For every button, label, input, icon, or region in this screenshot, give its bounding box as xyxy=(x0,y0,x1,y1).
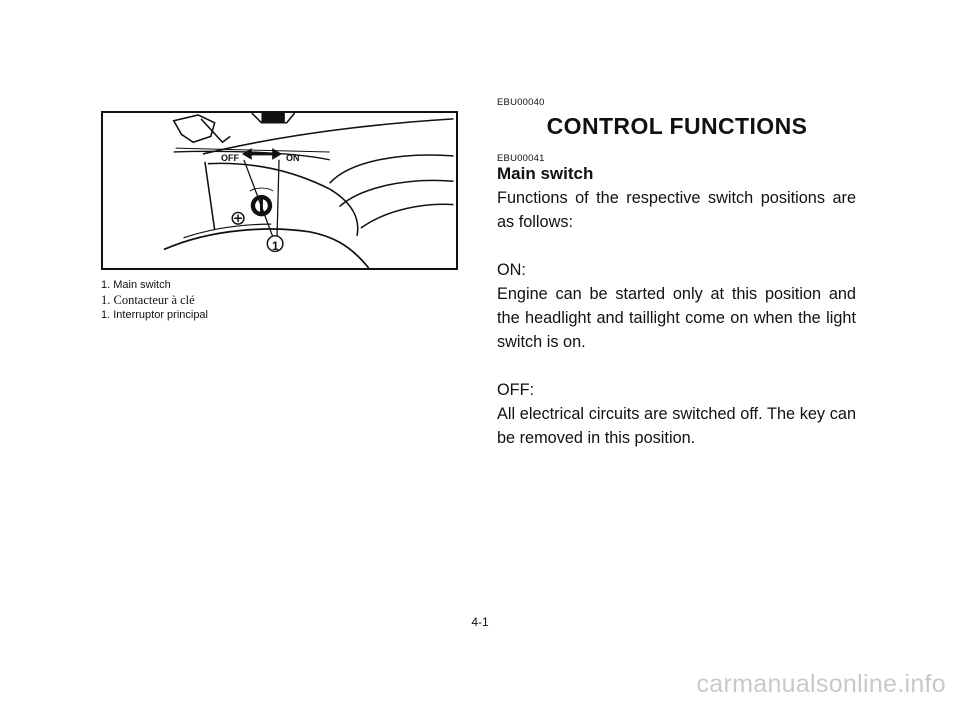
subsection-code: EBU00041 xyxy=(497,153,545,164)
caption-french: 1. Contacteur à clé xyxy=(101,293,195,307)
on-description: Engine can be started only at this position and the headlight and taillight come on when the light switch is on. xyxy=(497,285,856,351)
body-text xyxy=(497,186,856,450)
page-number: 4-1 xyxy=(471,615,489,629)
callout-number: 1 xyxy=(272,239,279,253)
on-label: ON xyxy=(286,153,300,163)
off-label: OFF xyxy=(221,153,239,163)
watermark: carmanualsonline.info xyxy=(696,670,946,698)
paragraph-gap xyxy=(497,234,856,258)
section-title: CONTROL FUNCTIONS xyxy=(546,113,808,139)
off-description: All electrical circuits are switched off. The key can be removed in this position. xyxy=(497,405,856,447)
figure-caption xyxy=(101,278,461,323)
section-code: EBU00040 xyxy=(497,97,545,108)
on-label-text: ON: xyxy=(497,261,526,279)
caption-english: 1. Main switch xyxy=(101,279,171,291)
intro-paragraph: Functions of the respective switch positions are as follows: xyxy=(497,189,856,231)
off-label-text: OFF: xyxy=(497,381,535,399)
caption-spanish: 1. Interruptor principal xyxy=(101,309,208,321)
subsection-heading: Main switch xyxy=(497,164,594,183)
main-switch-illustration xyxy=(101,111,458,270)
motorcycle-panel-drawing xyxy=(103,113,456,268)
paragraph-gap xyxy=(497,354,856,378)
